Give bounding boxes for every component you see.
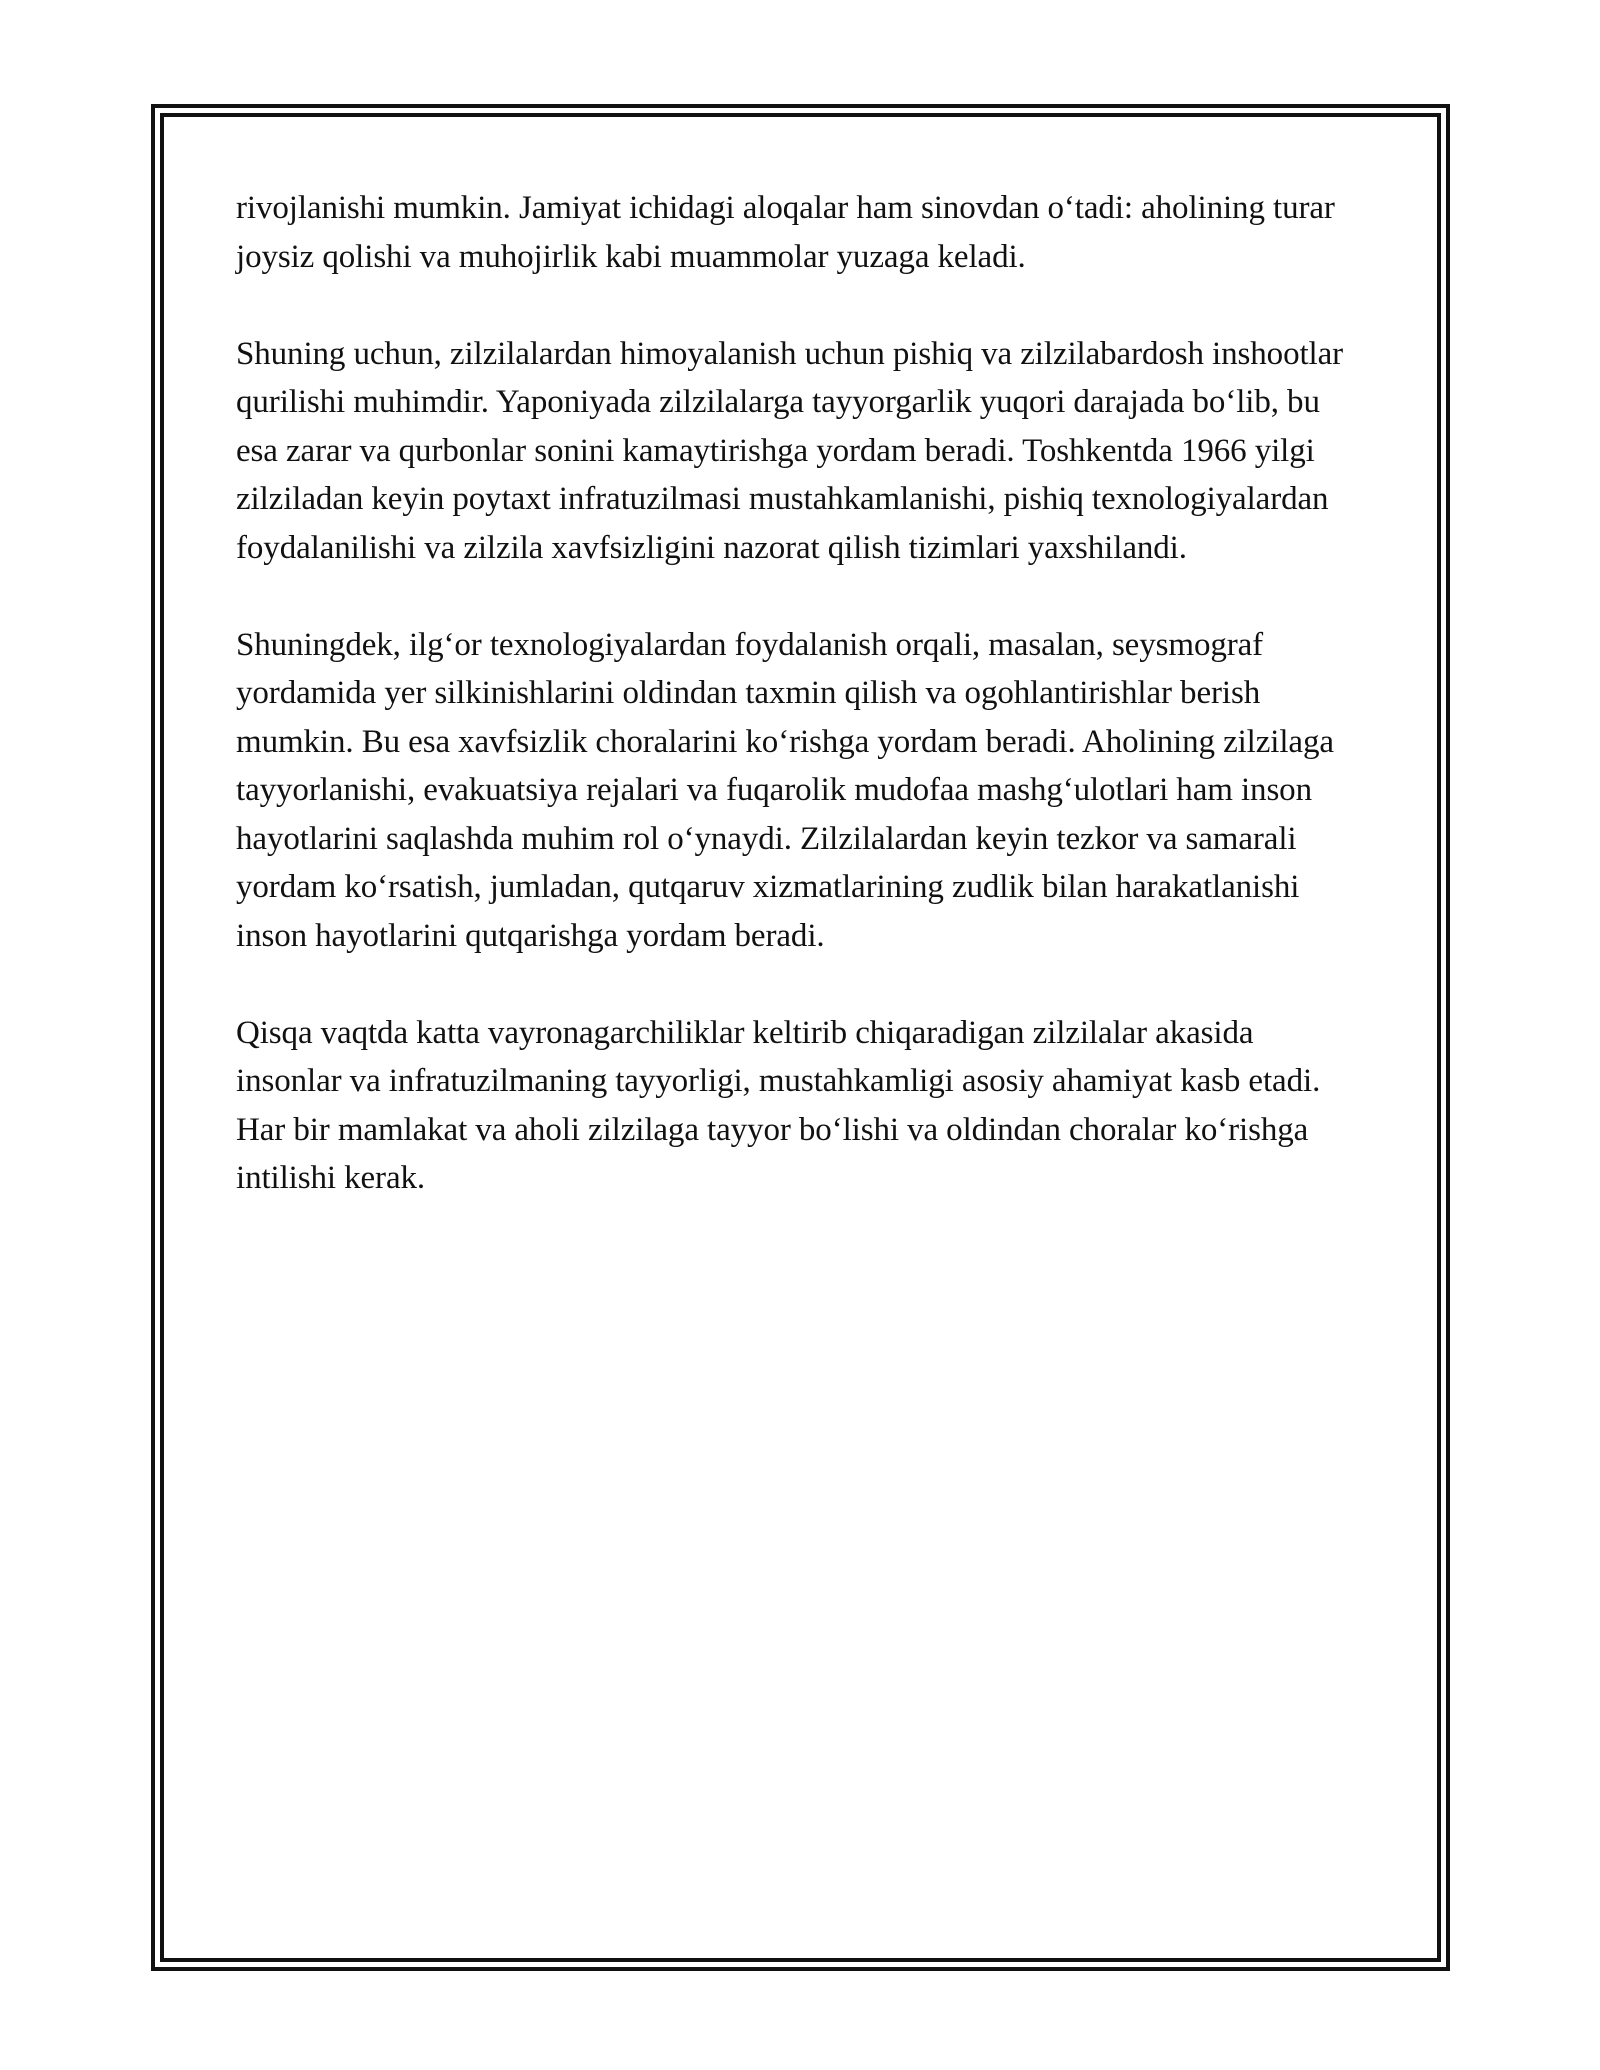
paragraph-4: Qisqa vaqtda katta vayronagarchiliklar keltirib chiqaradigan zilzilalar akasida insonlar va infratuzilmaning tayyorligi, mustahkamligi asosiy ahamiyat kasb etadi. Har bir mamlakat va aholi zilzilaga tayyor bo‘lishi va oldindan choralar ko‘rishga intilishi kerak. bbox=[236, 1014, 1321, 1196]
paragraph-1: rivojlanishi mumkin. Jamiyat ichidagi aloqalar ham sinovdan o‘tadi: aholining turar joysiz qolishi va muhojirlik kabi muammolar yuzaga keladi. bbox=[236, 190, 1335, 275]
document-body bbox=[236, 184, 1366, 1251]
paragraph-3: Shuningdek, ilg‘or texnologiyalardan foydalanish orqali, masalan, seysmograf yordamida yer silkinishlarini oldindan taxmin qilish va ogohlantirishlar berish mumkin. Bu esa xavfsizlik choralarini ko‘rishga yordam beradi. Aholining zilzilaga tayyorlanishi, evakuatsiya rejalari va fuqarolik mudofaa mashg‘ulotlari ham inson hayotlarini saqlashda muhim rol o‘ynaydi. Zilzilalardan keyin tezkor va samarali yordam ko‘rsatish, jumladan, qutqaruv xizmatlarining zudlik bilan harakatlanishi inson hayotlarini qutqarishga yordam beradi. bbox=[236, 626, 1334, 954]
paragraph-2: Shuning uchun, zilzilalardan himoyalanish uchun pishiq va zilzilabardosh inshootlar qurilishi muhimdir. Yaponiyada zilzilalarga tayyorgarlik yuqori darajada bo‘lib, bu esa zarar va qurbonlar sonini kamaytirishga yordam beradi. Toshkentda 1966 yilgi zilziladan keyin poytaxt infratuzilmasi mustahkamlanishi, pishiq texnologiyalardan foydalanilishi va zilzila xavfsizligini nazorat qilish tizimlari yaxshilandi. bbox=[236, 335, 1344, 566]
